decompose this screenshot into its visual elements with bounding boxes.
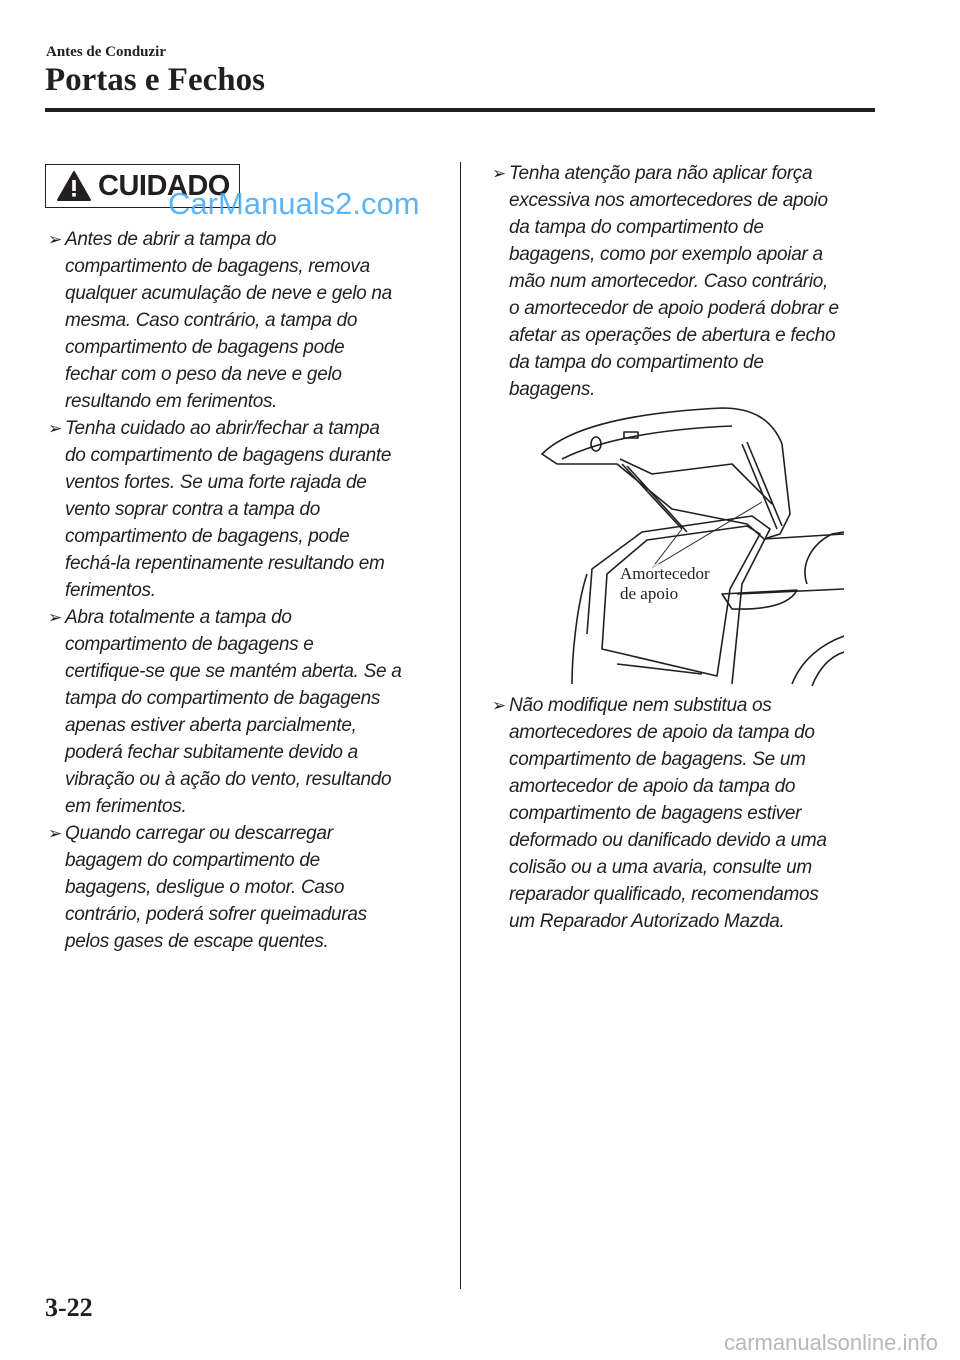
- text-line: do compartimento de bagagens durante: [65, 445, 392, 466]
- text-line: poderá fechar subitamente devido a: [65, 742, 358, 763]
- text-line: compartimento de bagagens, pode: [65, 526, 350, 547]
- text-line: da tampa do compartimento de: [509, 352, 764, 373]
- list-item: [48, 226, 402, 415]
- liftgate-illustration: [532, 404, 844, 686]
- list-item: [492, 160, 839, 403]
- column-divider: [460, 162, 461, 1289]
- text-line: vibração ou à ação do vento, resultando: [65, 769, 392, 790]
- text-line: afetar as operações de abertura e fecho: [509, 325, 836, 346]
- text-line: excessiva nos amortecedores de apoio: [509, 190, 828, 211]
- text-line: bagagens, como por exemplo apoiar a: [509, 244, 823, 265]
- text-line: o amortecedor de apoio poderá dobrar e: [509, 298, 839, 319]
- text-line: Tenha cuidado ao abrir/fechar a tampa: [65, 418, 380, 439]
- figure-label-line-1: Amortecedor: [620, 564, 710, 583]
- page-number: 3-22: [45, 1293, 93, 1322]
- text-line: compartimento de bagagens estiver: [509, 803, 802, 824]
- text-line: em ferimentos.: [65, 796, 187, 817]
- text-line: vento soprar contra a tampa do: [65, 499, 321, 520]
- bullet-arrow-icon: ➢: [492, 696, 507, 715]
- text-line: Abra totalmente a tampa do: [65, 607, 292, 628]
- bullet-arrow-icon: ➢: [48, 608, 63, 627]
- text-line: reparador qualificado, recomendamos: [509, 884, 819, 905]
- text-line: colisão ou a uma avaria, consulte um: [509, 857, 812, 878]
- text-line: compartimento de bagagens, remova: [65, 256, 370, 277]
- text-line: compartimento de bagagens. Se um: [509, 749, 806, 770]
- list-item: [48, 604, 402, 820]
- bullet-arrow-icon: ➢: [48, 419, 63, 438]
- text-line: bagagens, desligue o motor. Caso: [65, 877, 345, 898]
- right-caution-list: [492, 160, 839, 403]
- watermark: CarManuals2.com: [168, 186, 420, 221]
- text-line: fechá-la repentinamente resultando em: [65, 553, 385, 574]
- text-line: compartimento de bagagens pode: [65, 337, 345, 358]
- text-line: da tampa do compartimento de: [509, 217, 764, 238]
- figure-label-line-2: de apoio: [620, 584, 679, 603]
- text-line: ferimentos.: [65, 580, 156, 601]
- text-line: fechar com o peso da neve e gelo: [65, 364, 342, 385]
- bullet-arrow-icon: ➢: [492, 164, 507, 183]
- bullet-arrow-icon: ➢: [48, 230, 63, 249]
- text-line: tampa do compartimento de bagagens: [65, 688, 381, 709]
- list-item: [48, 820, 402, 955]
- text-line: contrário, poderá sofrer queimaduras: [65, 904, 367, 925]
- text-line: qualquer acumulação de neve e gelo na: [65, 283, 392, 304]
- text-line: resultando em ferimentos.: [65, 391, 278, 412]
- text-line: um Reparador Autorizado Mazda.: [509, 911, 785, 932]
- section-label: Antes de Conduzir: [46, 44, 167, 60]
- text-line: ventos fortes. Se uma forte rajada de: [65, 472, 367, 493]
- footer-watermark: carmanualsonline.info: [723, 1330, 938, 1355]
- text-line: pelos gases de escape quentes.: [65, 931, 329, 952]
- right-caution-list-2: [492, 692, 827, 935]
- text-line: compartimento de bagagens e: [65, 634, 314, 655]
- text-line: amortecedores de apoio da tampa do: [509, 722, 815, 743]
- list-item: [492, 692, 827, 935]
- page-title: Portas e Fechos: [45, 62, 265, 98]
- text-line: bagagem do compartimento de: [65, 850, 320, 871]
- text-line: bagagens.: [509, 379, 596, 400]
- warning-triangle-icon: [56, 170, 92, 202]
- text-line: amortecedor de apoio da tampa do: [509, 776, 796, 797]
- text-line: Antes de abrir a tampa do: [65, 229, 277, 250]
- left-caution-list: [48, 226, 402, 955]
- caution-label: CUIDADO: [98, 169, 230, 202]
- text-line: Não modifique nem substitua os: [509, 695, 772, 716]
- text-line: mesma. Caso contrário, a tampa do: [65, 310, 358, 331]
- text-line: mão num amortecedor. Caso contrário,: [509, 271, 829, 292]
- text-line: Quando carregar ou descarregar: [65, 823, 333, 844]
- text-line: apenas estiver aberta parcialmente,: [65, 715, 357, 736]
- bullet-arrow-icon: ➢: [48, 824, 63, 843]
- header-rule: [45, 108, 875, 112]
- text-line: deformado ou danificado devido a uma: [509, 830, 827, 851]
- text-line: Tenha atenção para não aplicar força: [509, 163, 813, 184]
- list-item: [48, 415, 402, 604]
- text-line: certifique-se que se mantém aberta. Se a: [65, 661, 402, 682]
